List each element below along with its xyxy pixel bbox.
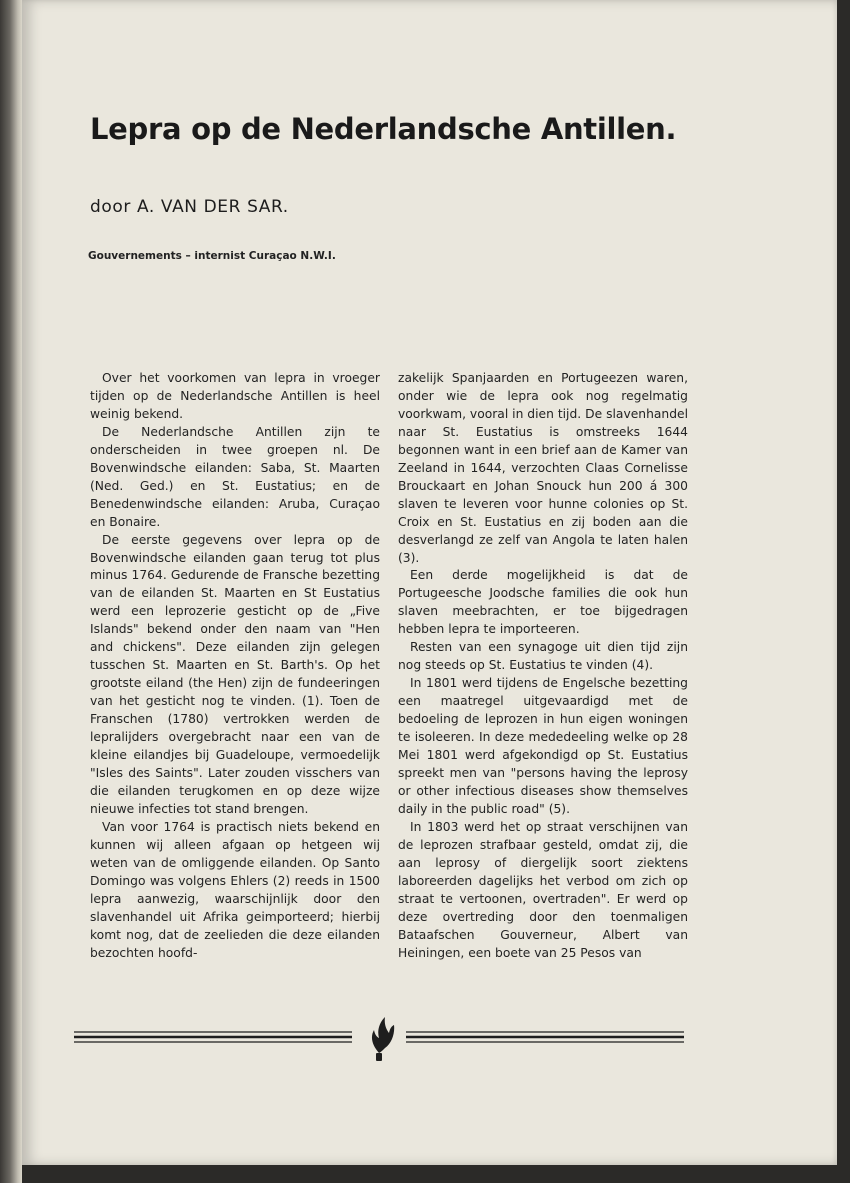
flame-torch-icon <box>372 1017 394 1061</box>
paragraph: Over het voorkomen van lepra in vroeger tijden op de Nederlandsche Antillen is heel weinig bekend. <box>90 371 380 421</box>
right-column <box>398 370 688 962</box>
paragraph: In 1801 werd tijdens de Engelsche bezetting een maatregel uitgevaardigd met de bedoeling de leprozen in hun eigen woningen te isoleeren. In deze mededeeling welke op 28 Mei 1801 werd afgekondigd op St. Eustatius spreekt men van "persons having the leprosy or other infectious diseases show themselves daily in the public road" (5). <box>398 676 688 816</box>
paragraph: De eerste gegevens over lepra op de Bovenwindsche eilanden gaan terug tot plus minus 1764. Gedurende de Fransche bezetting van de eilanden St. Maarten en St Eustatius werd een leprozerie gesticht op de „Five Islands" bekend onder den naam van "Hen and chickens". Deze eilanden zijn gelegen tusschen St. Maarten en St. Barth's. Op het grootste eiland (the Hen) zijn de fundeeringen van het gesticht nog te vinden. (1). Toen de Franschen (1780) vertrokken werden de lepralijders overgebracht naar een van de kleine eilandjes bij Guadeloupe, vermoedelijk "Isles des Saints". Later zouden visschers van die eilanden terugkomen en op deze wijze nieuwe infecties tot stand brengen. <box>90 532 380 816</box>
paragraph-continuation: zakelijk Spanjaarden en Portugeezen waren, onder wie de lepra ook nog regelmatig voorkwam, vooral in dien tijd. De slavenhandel naar St. Eustatius is omstreeks 1644 begonnen want in een brief aan de Kamer van Zeeland in 1644, verzochten Claas Cornelisse Brouckaart en Johan Snouck hun 200 á 300 slaven te leveren voor hunne colonies op St. Croix en St. Eustatius en zij boden aan die desverlangd ze zelf van Angola te laten halen (3). <box>398 371 688 565</box>
paragraph: De Nederlandsche Antillen zijn te onderscheiden in twee groepen nl. De Bovenwindsche eilanden: Saba, St. Maarten (Ned. Ged.) en St. Eustatius; en de Benedenwindsche eilanden: Aruba, Curaçao en Bonaire. <box>90 424 380 529</box>
book-binding <box>0 0 22 1183</box>
paragraph: Een derde mogelijkheid is dat de Portugeesche Joodsche families die ook hun slaven meebrachten, er toe bijgedragen hebben lepra te importeeren. <box>398 568 688 637</box>
author-affiliation: Gouvernements – internist Curaçao N.W.I. <box>88 250 336 262</box>
paragraph: In 1803 werd het op straat verschijnen van de leprozen strafbaar gesteld, omdat zij, die aan leprosy of diergelijk soort ziektens laboreerden dagelijks het verbod om zich op straat te vertoonen, overtraden". Er werd op deze overtreding door den toenmaligen Bataafschen Gouverneur, Albert van Heiningen, een boete van 25 Pesos van <box>398 819 688 960</box>
article-title: Lepra op de Nederlandsche Antillen. <box>90 112 677 146</box>
paragraph: Van voor 1764 is practisch niets bekend en kunnen wij alleen afgaan op hetgeen wij weten van de omliggende eilanden. Op Santo Domingo was volgens Ehlers (2) reeds in 1500 lepra aanwezig, waarschijnlijk door den slavenhandel uit Afrika geimporteerd; hierbij komt nog, dat de zeelieden die deze eilanden bezochten hoofd- <box>90 819 380 960</box>
document-page <box>22 0 837 1165</box>
article-author: door A. VAN DER SAR. <box>90 197 289 217</box>
left-column <box>90 370 380 962</box>
paragraph: Resten van een synagoge uit dien tijd zijn nog steeds op St. Eustatius te vinden (4). <box>398 640 688 673</box>
footer-divider-ornament <box>74 1013 684 1063</box>
